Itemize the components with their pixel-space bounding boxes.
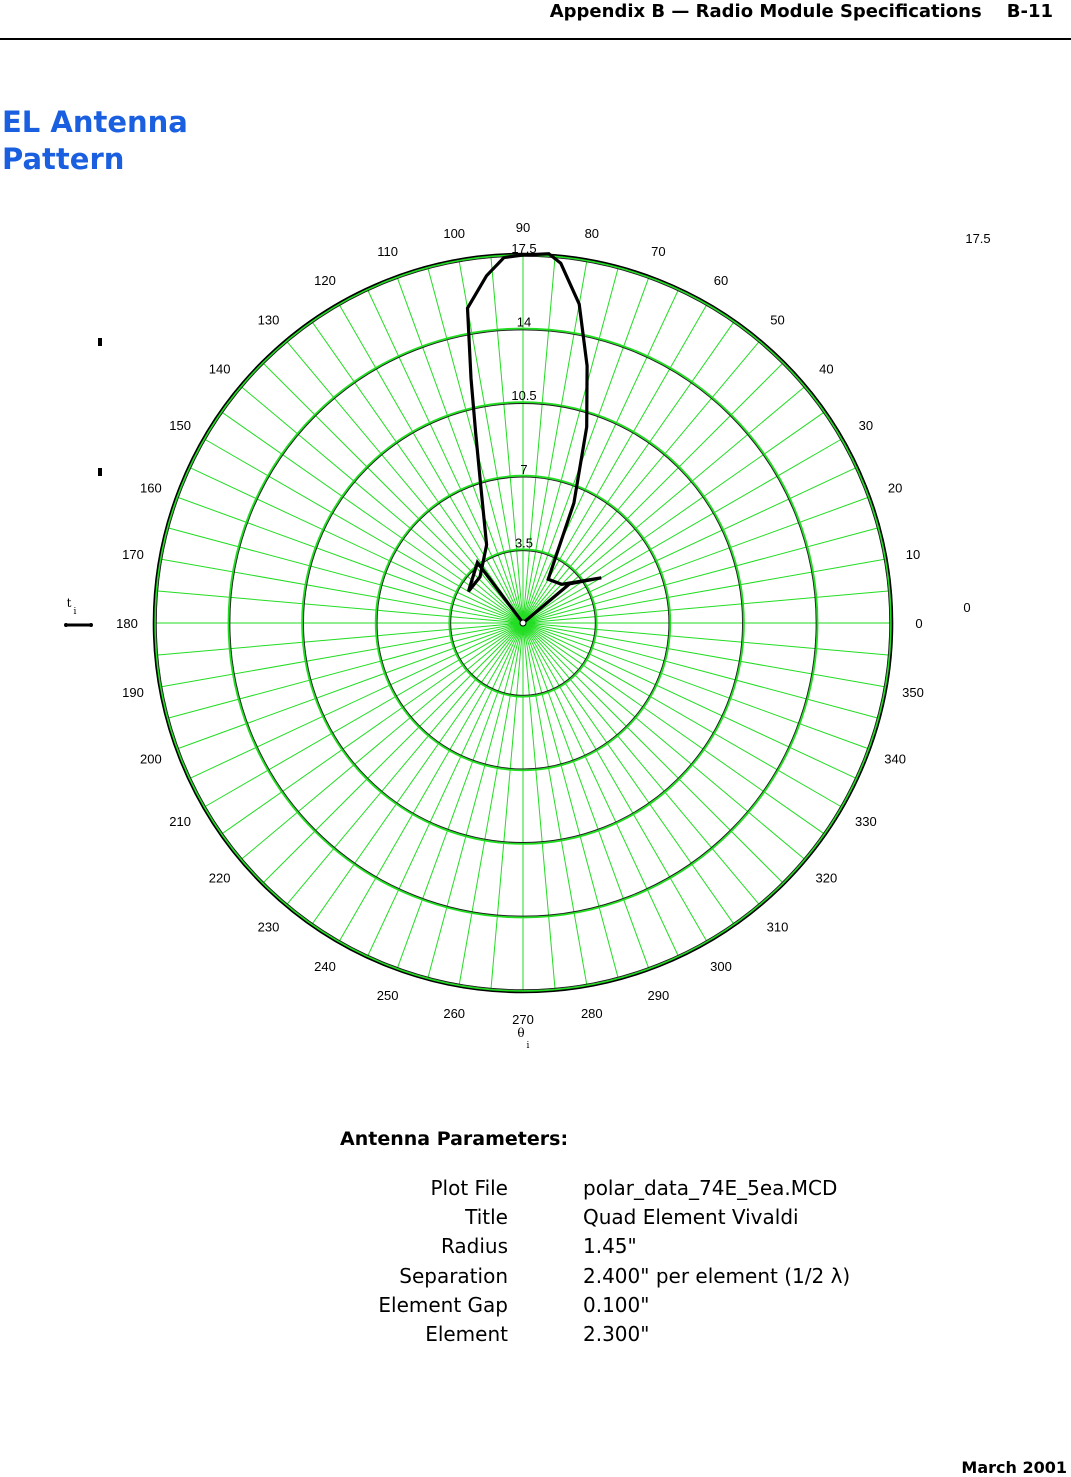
parameter-label: Element xyxy=(425,1321,508,1346)
parameter-value: 2.300" xyxy=(583,1321,650,1346)
angle-tick-label: 10 xyxy=(905,547,921,563)
outer-scale-label: 17.5 xyxy=(965,231,991,246)
spoke-line xyxy=(523,623,555,990)
parameter-label: Radius xyxy=(440,1234,508,1259)
angle-tick-label: 220 xyxy=(208,870,231,886)
angle-tick-label: 160 xyxy=(140,480,162,496)
angle-tick-label: 250 xyxy=(376,988,399,1004)
angle-tick-label: 80 xyxy=(584,226,600,241)
spoke-line xyxy=(156,623,523,655)
parameter-row xyxy=(300,1234,940,1263)
spoke-line xyxy=(523,623,890,655)
section-title: EL Antenna Pattern xyxy=(2,105,188,176)
radial-tick-label: 17.5 xyxy=(511,241,537,256)
radial-axis-label: t xyxy=(66,596,72,610)
parameter-value: 2.400" per element (1/2 λ) xyxy=(583,1263,851,1288)
parameters-title: Antenna Parameters: xyxy=(340,1128,569,1150)
angle-tick-label: 230 xyxy=(257,919,280,935)
parameter-value: Quad Element Vivaldi xyxy=(583,1205,799,1230)
angle-tick-label: 60 xyxy=(713,273,729,289)
angle-tick-label: 70 xyxy=(651,243,666,259)
legend-dot xyxy=(89,623,93,627)
spoke-line xyxy=(156,591,523,623)
angle-tick-label: 260 xyxy=(443,1006,466,1021)
spoke-line xyxy=(523,256,555,623)
radial-tick-label: 10.5 xyxy=(511,388,537,404)
angle-tick-label: 310 xyxy=(766,919,789,935)
spoke-line xyxy=(523,623,618,978)
spoke-line xyxy=(523,623,878,718)
spoke-line xyxy=(491,256,523,623)
angle-tick-label: 130 xyxy=(257,312,280,328)
parameter-value: 0.100" xyxy=(583,1292,650,1317)
angle-tick-label: 30 xyxy=(858,418,874,433)
radial-tick-label: 3.5 xyxy=(514,535,534,551)
parameters-table xyxy=(300,1176,940,1351)
center-dot xyxy=(520,620,526,626)
angle-tick-label: 170 xyxy=(122,547,144,563)
footer-date: March 2001 xyxy=(961,1458,1067,1477)
radial-tick-label: 14 xyxy=(516,314,532,330)
angle-tick-label: 330 xyxy=(855,814,877,829)
angle-tick-label: 180 xyxy=(116,616,138,631)
angle-tick-label: 190 xyxy=(122,684,144,700)
angle-tick-label: 320 xyxy=(815,870,838,886)
parameter-label: Title xyxy=(465,1205,508,1230)
spoke-line xyxy=(491,623,523,990)
polar-chart xyxy=(0,200,1071,1060)
spoke-line xyxy=(523,268,618,623)
angle-tick-label: 40 xyxy=(819,361,834,377)
angle-tick-label: 110 xyxy=(377,243,398,259)
spoke-line xyxy=(523,591,890,623)
radial-tick-label: 7 xyxy=(520,461,528,477)
outer-zero-label: 0 xyxy=(963,600,971,615)
angle-tick-label: 90 xyxy=(515,220,531,235)
angle-tick-label: 50 xyxy=(770,312,785,328)
parameter-value: 1.45" xyxy=(583,1234,637,1259)
spoke-line xyxy=(523,528,878,623)
parameter-value: polar_data_74E_5ea.MCD xyxy=(583,1176,838,1200)
series-line xyxy=(468,254,602,623)
spoke-line xyxy=(168,528,523,623)
parameter-row xyxy=(300,1322,940,1351)
parameter-label: Separation xyxy=(399,1263,508,1288)
angle-tick-label: 200 xyxy=(140,751,162,767)
angle-axis-subscript: i xyxy=(526,1041,530,1051)
angle-tick-label: 340 xyxy=(884,751,906,767)
angle-tick-label: 270 xyxy=(512,1012,534,1027)
angle-tick-label: 300 xyxy=(710,958,732,974)
parameter-label: Element Gap xyxy=(378,1292,508,1317)
angle-tick-label: 210 xyxy=(169,814,191,829)
parameter-row xyxy=(300,1264,940,1293)
angle-tick-label: 140 xyxy=(208,361,231,377)
radial-axis-subscript: i xyxy=(73,607,77,617)
page-header xyxy=(0,0,1071,40)
spoke-line xyxy=(428,623,523,978)
angle-tick-label: 150 xyxy=(169,418,191,433)
spoke-line xyxy=(168,623,523,718)
angle-tick-label: 240 xyxy=(314,958,336,974)
parameter-row xyxy=(300,1176,940,1205)
angle-tick-label: 120 xyxy=(314,273,336,289)
trace-group xyxy=(468,254,602,626)
angle-tick-label: 280 xyxy=(580,1006,603,1021)
parameter-row xyxy=(300,1293,940,1322)
parameter-label: Plot File xyxy=(430,1176,508,1200)
angle-tick-label: 100 xyxy=(443,226,466,241)
angle-axis-label: θ xyxy=(517,1026,525,1040)
angle-tick-label: 0 xyxy=(915,616,923,631)
angle-tick-label: 20 xyxy=(887,480,903,496)
header-title: Appendix B — Radio Module Specifications B-11 xyxy=(549,1,1053,22)
angle-tick-label: 350 xyxy=(902,684,924,700)
legend-dot xyxy=(64,623,68,627)
angle-tick-label: 290 xyxy=(647,988,670,1004)
parameter-row xyxy=(300,1205,940,1234)
